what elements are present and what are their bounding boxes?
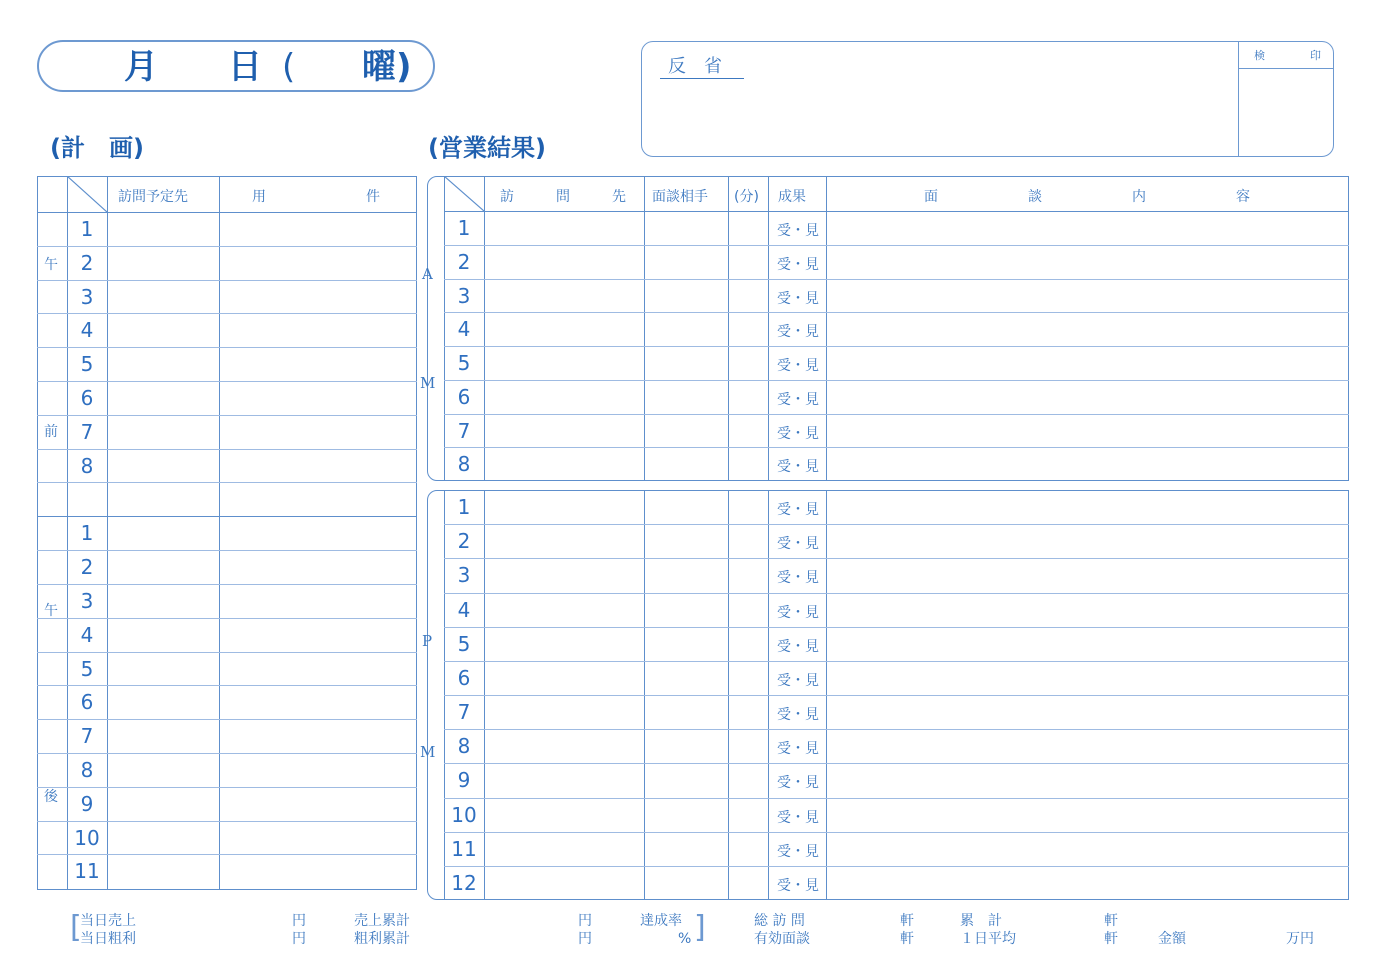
res-pm-row-number: 2 [457, 529, 471, 554]
res-am-row-rule [444, 312, 1349, 313]
plan-pm-row-rule [37, 685, 417, 686]
res-am-side-a: A [422, 265, 433, 283]
plan-pm-row-number: 5 [80, 656, 94, 681]
footer-sales-cum: 売上累計 [354, 913, 410, 929]
plan-am-side-2: 前 [44, 424, 58, 440]
res-pm-result-mark: 受・見 [777, 672, 819, 689]
res-am-row-rule [444, 414, 1349, 415]
res-header-visit-a: 訪 [500, 189, 514, 205]
plan-am-row-rule [37, 280, 417, 281]
res-am-row-number: 3 [457, 283, 471, 308]
res-pm-result-mark: 受・見 [777, 570, 819, 587]
res-pm-result-mark: 受・見 [777, 707, 819, 723]
plan-pm-row-number: 4 [80, 622, 94, 647]
stamp-divider [1238, 41, 1239, 157]
res-am-col-1 [484, 176, 485, 481]
plan-col-num [107, 176, 108, 890]
plan-heading: (計 画) [50, 134, 144, 162]
res-am-row-number: 6 [457, 384, 471, 409]
plan-am-row-number: 1 [80, 217, 94, 241]
plan-header-place: 訪問予定先 [118, 189, 188, 205]
review-box[interactable] [641, 41, 1334, 157]
res-am-row-rule [444, 245, 1349, 246]
plan-pm-row-rule [37, 584, 417, 585]
results-heading: (営業結果) [428, 134, 546, 162]
res-pm-result-mark: 受・見 [777, 843, 819, 860]
plan-pm-row-rule [37, 753, 417, 754]
plan-pm-row-number: 1 [80, 521, 94, 546]
res-pm-row-number: 11 [451, 836, 477, 861]
footer-ken-3: 軒 [1104, 913, 1118, 929]
plan-pm-row-rule [37, 854, 417, 855]
res-pm-row-rule [444, 763, 1349, 764]
res-am-row-number: 1 [457, 216, 471, 240]
plan-pm-row-rule [37, 821, 417, 822]
res-am-result-mark: 受・見 [777, 425, 819, 442]
footer-yen-1: 円 [292, 913, 306, 929]
footer-man-yen: 万円 [1286, 931, 1314, 947]
res-am-result-mark: 受・見 [777, 459, 819, 476]
plan-am-row-rule [37, 482, 417, 483]
res-pm-row-rule [444, 832, 1349, 833]
res-pm-row-number: 8 [457, 734, 471, 759]
plan-pm-row-number: 11 [74, 859, 100, 884]
plan-am-row-number: 5 [80, 352, 94, 377]
res-am-result-mark: 受・見 [777, 324, 819, 341]
plan-pm-row-rule [37, 787, 417, 788]
res-am-header-diagonal [444, 176, 484, 211]
plan-pm-row-rule [37, 652, 417, 653]
plan-pm-row-number: 10 [74, 825, 100, 850]
footer-amount: 金額 [1158, 931, 1186, 947]
res-am-row-number: 4 [457, 317, 471, 342]
res-am-header-rule [444, 211, 1349, 212]
plan-pm-row-rule [37, 618, 417, 619]
plan-col-place [219, 176, 220, 890]
plan-am-row-rule [37, 347, 417, 348]
res-pm-row-rule [444, 695, 1349, 696]
plan-pm-side-2: 後 [44, 789, 58, 805]
plan-am-row-number: 7 [80, 419, 94, 444]
weekday-open-paren: ( [282, 47, 296, 87]
res-header-content-2: 談 [1028, 189, 1042, 205]
res-pm-row-rule [444, 558, 1349, 559]
res-header-visit-c: 先 [612, 189, 626, 205]
review-label: 反 省 [668, 56, 722, 77]
plan-header-diagonal [67, 176, 107, 212]
res-am-result-mark: 受・見 [777, 256, 819, 273]
res-pm-result-mark: 受・見 [777, 604, 819, 621]
res-am-row-number: 5 [457, 351, 471, 375]
day-label: 日 [228, 47, 262, 87]
res-pm-row-rule [444, 866, 1349, 867]
res-am-result-mark: 受・見 [777, 290, 819, 307]
plan-header-purpose-b: 件 [366, 189, 380, 205]
res-am-row-number: 8 [457, 452, 471, 477]
plan-am-side-1: 午 [44, 257, 58, 273]
footer-valid-meet: 有効面談 [754, 931, 810, 947]
month-label: 月 [124, 47, 158, 87]
footer-achieve: 達成率 [640, 913, 682, 929]
res-pm-row-rule [444, 661, 1349, 662]
footer-ken-4: 軒 [1104, 931, 1118, 947]
res-pm-result-mark: 受・見 [777, 536, 819, 553]
res-pm-result-mark: 受・見 [777, 809, 819, 826]
res-pm-row-number: 4 [457, 597, 471, 622]
stamp-header-line [1238, 68, 1334, 69]
res-header-content-1: 面 [924, 189, 938, 205]
stamp-check-label: 検 [1254, 49, 1265, 62]
footer-total-visits: 総 訪 問 [754, 913, 805, 929]
footer-ken-1: 軒 [900, 913, 914, 929]
plan-am-row-rule [37, 449, 417, 450]
plan-pm-row-number: 9 [80, 791, 94, 816]
stamp-seal-label: 印 [1310, 49, 1321, 62]
res-pm-side-m: M [420, 743, 436, 761]
res-pm-result-mark: 受・見 [777, 502, 819, 518]
plan-am-row-rule [37, 381, 417, 382]
res-pm-row-number: 3 [457, 563, 471, 588]
weekday-label: 曜) [362, 47, 412, 87]
plan-pm-row-number: 2 [80, 555, 94, 580]
res-am-row-rule [444, 380, 1349, 381]
res-am-row-rule [444, 447, 1349, 448]
res-am-result-mark: 受・見 [777, 358, 819, 374]
plan-am-row-rule [37, 415, 417, 416]
res-am-col-2 [644, 176, 645, 481]
res-am-row-rule [444, 279, 1349, 280]
footer-yen-2: 円 [292, 931, 306, 947]
footer-cum: 累 計 [960, 913, 1002, 929]
res-pm-result-mark: 受・見 [777, 775, 819, 792]
res-header-content-3: 内 [1132, 189, 1146, 205]
res-header-content-4: 容 [1236, 189, 1250, 205]
res-pm-row-number: 9 [457, 768, 471, 793]
res-am-row-number: 2 [457, 249, 471, 274]
plan-header-rule [37, 212, 417, 213]
plan-header-purpose-a: 用 [252, 189, 266, 205]
plan-am-row-number: 8 [80, 453, 94, 478]
res-am-result-mark: 受・見 [777, 391, 819, 408]
footer-sales-today: 当日売上 [80, 913, 136, 929]
res-pm-row-number: 10 [451, 802, 477, 827]
footer-daily-avg: １日平均 [960, 931, 1016, 947]
footer-yen-4: 円 [578, 931, 592, 947]
res-pm-row-number: 12 [451, 870, 477, 895]
plan-pm-row-rule [37, 550, 417, 551]
plan-separator-rule [37, 516, 417, 517]
res-pm-row-number: 6 [457, 665, 471, 690]
res-header-result: 成果 [778, 189, 806, 205]
res-header-visit-b: 問 [556, 189, 570, 205]
footer-bracket-left: [ [70, 910, 82, 945]
results-am-table [427, 176, 1349, 481]
res-pm-result-mark: 受・見 [777, 877, 819, 894]
plan-am-row-number: 2 [80, 250, 94, 275]
plan-pm-row-number: 3 [80, 589, 94, 613]
plan-am-row-rule [37, 246, 417, 247]
res-am-row-rule [444, 346, 1349, 347]
res-header-person: 面談相手 [652, 189, 708, 205]
res-am-side-m: M [420, 374, 436, 392]
plan-pm-row-rule [37, 719, 417, 720]
res-pm-row-rule [444, 524, 1349, 525]
footer-profit-cum: 粗利累計 [354, 931, 410, 947]
res-pm-result-mark: 受・見 [777, 638, 819, 655]
footer-bracket-right: ] [694, 910, 706, 945]
plan-pm-side-1: 午 [44, 603, 58, 619]
plan-am-row-number: 4 [80, 318, 94, 343]
plan-pm-row-number: 7 [80, 724, 94, 749]
plan-am-row-number: 3 [80, 284, 94, 309]
plan-am-row-number: 6 [80, 386, 94, 410]
res-am-col-4 [768, 176, 769, 481]
res-pm-row-number: 7 [457, 700, 471, 724]
res-pm-row-number: 1 [457, 495, 471, 519]
footer-profit-today: 当日粗利 [80, 931, 136, 947]
res-pm-row-rule [444, 627, 1349, 628]
res-pm-row-rule [444, 798, 1349, 799]
footer-pct: % [678, 931, 692, 947]
res-pm-row-rule [444, 593, 1349, 594]
res-am-col-5 [826, 176, 827, 481]
res-pm-side-p: P [422, 632, 433, 650]
plan-pm-row-number: 6 [80, 690, 94, 715]
res-pm-row-number: 5 [457, 631, 471, 656]
res-pm-result-mark: 受・見 [777, 741, 819, 758]
res-am-result-mark: 受・見 [777, 223, 819, 239]
plan-pm-row-number: 8 [80, 758, 94, 782]
review-underline [660, 78, 744, 79]
footer-yen-3: 円 [578, 913, 592, 929]
footer-ken-2: 軒 [900, 931, 914, 947]
plan-am-row-rule [37, 313, 417, 314]
res-pm-row-rule [444, 729, 1349, 730]
res-header-minutes: (分) [734, 189, 759, 205]
res-am-col-3 [728, 176, 729, 481]
res-am-row-number: 7 [457, 418, 471, 443]
